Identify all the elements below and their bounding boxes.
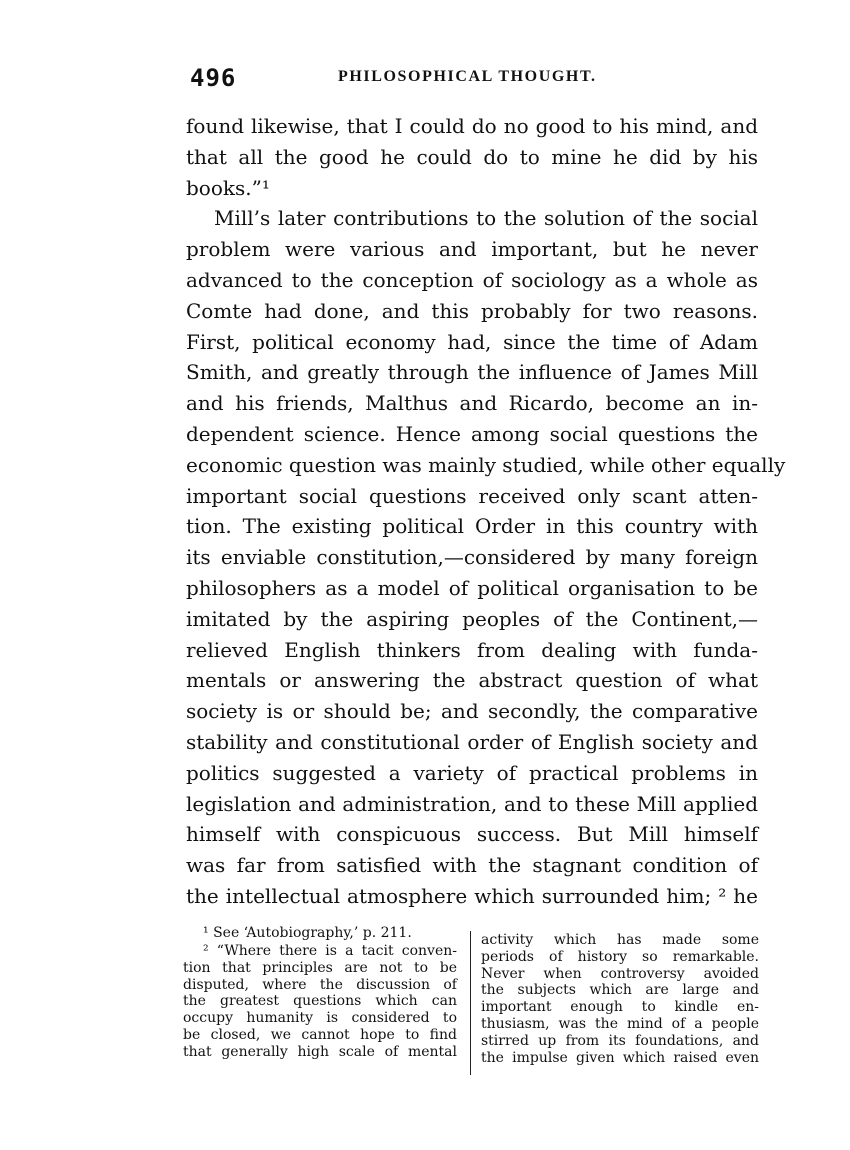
- text-line: the intellectual atmosphere which surrounded him; ² he: [186, 883, 758, 908]
- footnote-line: occupy humanity is considered to: [183, 1010, 457, 1027]
- text-line: philosophers as a model of political organisation to be: [186, 575, 758, 600]
- text-line: tion. The existing political Order in this country with: [186, 514, 758, 539]
- footnote-line: periods of history so remarkable.: [481, 948, 759, 965]
- text-line: legislation and administration, and to these Mill applied: [186, 791, 758, 816]
- page-number: 496: [190, 64, 237, 92]
- text-line: politics suggested a variety of practical problems in: [186, 760, 758, 785]
- footnote-line: tion that principles are not to be: [183, 959, 457, 976]
- text-line: imitated by the aspiring peoples of the Continent,—: [186, 606, 758, 631]
- running-title: PHILOSOPHICAL THOUGHT.: [338, 68, 597, 85]
- footnote-line: ² “Where there is a tacit conven-: [203, 943, 457, 959]
- text-line: that all the good he could do to mine he did by his: [186, 144, 758, 169]
- text-line: its enviable constitution,—considered by many foreign: [186, 545, 758, 570]
- text-line: himself with conspicuous success. But Mill himself: [186, 822, 758, 847]
- text-line: society is or should be; and secondly, the comparative: [186, 699, 758, 724]
- paragraph-start-line: Mill’s later contributions to the solution of the social: [214, 206, 758, 231]
- footnote-line: be closed, we cannot hope to find: [183, 1026, 457, 1043]
- footnote-line: disputed, where the discussion of: [183, 976, 457, 993]
- text-line: First, political economy had, since the time of Adam: [186, 329, 758, 354]
- body-text: [186, 111, 786, 912]
- footnote-line: the subjects which are large and: [481, 982, 759, 999]
- text-line: problem were various and important, but he never: [186, 237, 758, 262]
- text-line: found likewise, that I could do no good to his mind, and: [186, 114, 758, 138]
- text-line: and his friends, Malthus and Ricardo, become an in-: [186, 391, 758, 416]
- text-line: relieved English thinkers from dealing with funda-: [186, 637, 758, 662]
- footnote-line: stirred up from its foundations, and: [481, 1032, 759, 1049]
- footnote-1: ¹ See ‘Autobiography,’ p. 211.: [203, 925, 412, 941]
- footnote-2-right-column: [481, 932, 759, 1066]
- footnote-line: Never when controversy avoided: [481, 965, 759, 982]
- footnote-line: that generally high scale of mental: [183, 1043, 457, 1060]
- text-line: Comte had done, and this probably for two reasons.: [186, 298, 758, 323]
- text-line: was far from satisfied with the stagnant condition of: [186, 853, 758, 878]
- footnote-line: the greatest questions which can: [183, 993, 457, 1010]
- footnote-2-left-column: [183, 943, 457, 1061]
- text-line: Smith, and greatly through the influence of James Mill: [186, 360, 758, 385]
- footnote-column-divider: [470, 931, 471, 1075]
- footnote-line: important enough to kindle en-: [481, 999, 759, 1016]
- text-line: economic question was mainly studied, while other equally: [186, 452, 786, 477]
- page-header: [190, 64, 760, 94]
- text-line: stability and constitutional order of English society and: [186, 729, 758, 754]
- footnote-line: the impulse given which raised even: [481, 1049, 759, 1066]
- text-line: advanced to the conception of sociology as a whole as: [186, 267, 758, 292]
- footnotes: [183, 925, 761, 1075]
- text-line: important social questions received only scant atten-: [186, 483, 758, 508]
- text-line: mentals or answering the abstract question of what: [186, 668, 758, 693]
- footnote-line: activity which has made some: [481, 932, 759, 948]
- footnote-line: thusiasm, was the mind of a people: [481, 1015, 759, 1032]
- text-line: books.”¹: [186, 175, 270, 200]
- text-line: dependent science. Hence among social questions the: [186, 421, 758, 446]
